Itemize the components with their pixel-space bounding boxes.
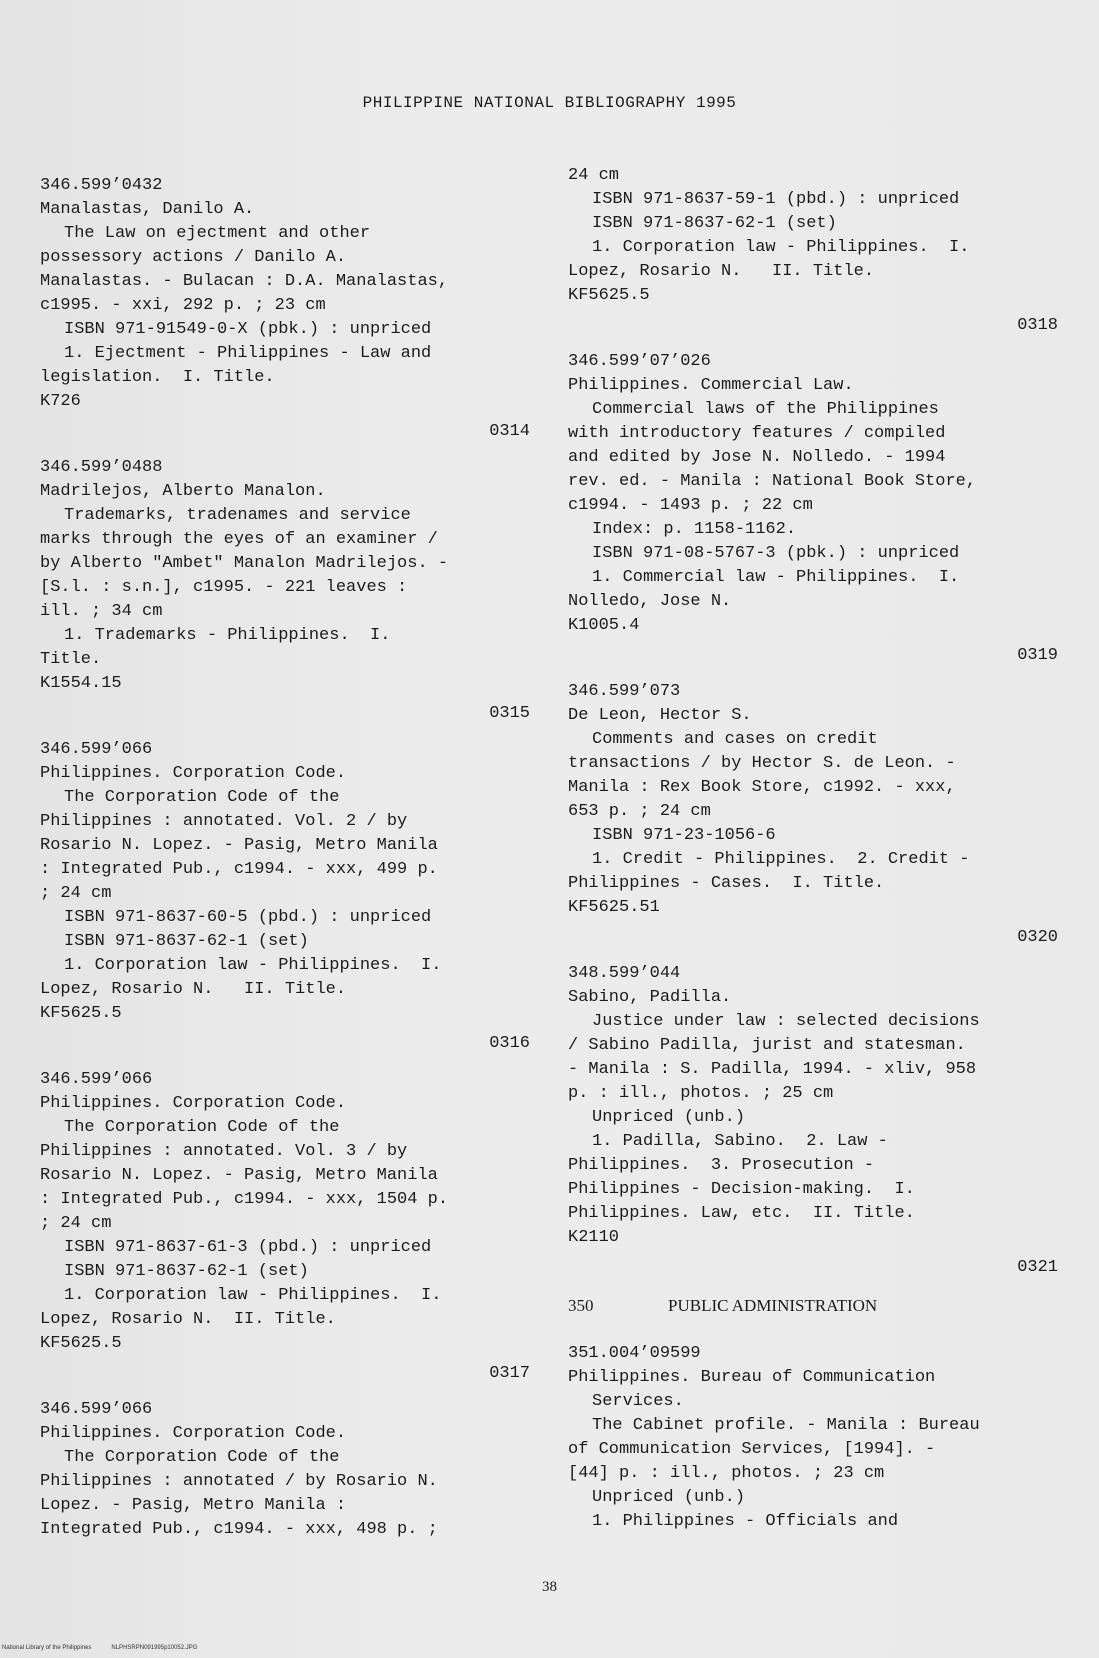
entry-line: ISBN 971-8637-60-5 (pbd.) : unpriced (64, 908, 432, 927)
entry-line: Comments and cases on credit (592, 730, 878, 749)
entry-line: ISBN 971-8637-59-1 (pbd.) : unpriced (592, 190, 960, 209)
entry-line: 346.599’0488 (40, 458, 163, 477)
entry-line: Philippines : annotated. Vol. 3 / by (40, 1142, 408, 1161)
entry-line: 653 p. ; 24 cm (568, 802, 711, 821)
entry-line: K1005.4 (568, 616, 640, 635)
entry-line: Services. (592, 1392, 684, 1411)
bibliography-entry (40, 1398, 540, 1542)
entry-line: 346.599’07’026 (568, 352, 711, 371)
entry-line: Lopez. - Pasig, Metro Manila : (40, 1496, 347, 1515)
entry-line: and edited by Jose N. Nolledo. - 1994 (568, 448, 946, 467)
entry-line: / Sabino Padilla, jurist and statesman. (568, 1036, 966, 1055)
entry-line: - Manila : S. Padilla, 1994. - xliv, 958 (568, 1060, 977, 1079)
entry-line: ISBN 971-8637-62-1 (set) (64, 932, 309, 951)
entry-line: Trademarks, tradenames and service (64, 506, 411, 525)
entry-number: 0317 (489, 1364, 530, 1383)
entry-line: with introductory features / compiled (568, 424, 946, 443)
entry-line: KF5625.5 (568, 286, 650, 305)
scan-credit (2, 1645, 217, 1651)
entry-line: Philippines. Corporation Code. (40, 764, 347, 783)
entry-line: The Law on ejectment and other (64, 224, 371, 243)
entry-line: Rosario N. Lopez. - Pasig, Metro Manila (40, 1166, 438, 1185)
entry-line: KF5625.5 (40, 1004, 122, 1023)
entry-line: c1994. - 1493 p. ; 22 cm (568, 496, 813, 515)
entry-line: ISBN 971-23-1056-6 (592, 826, 776, 845)
entry-line: ; 24 cm (40, 1214, 112, 1233)
bibliography-entry (568, 350, 1068, 668)
entry-line: : Integrated Pub., c1994. - xxx, 1504 p. (40, 1190, 449, 1209)
bibliography-entry (568, 962, 1068, 1280)
credit-library: National Library of the Philippines (2, 1645, 92, 1651)
entry-line: 1. Philippines - Officials and (592, 1512, 899, 1531)
entry-line: 1. Commercial law - Philippines. I. (592, 568, 960, 587)
entry-line: rev. ed. - Manila : National Book Store, (568, 472, 977, 491)
entry-line: Philippines : annotated. Vol. 2 / by (40, 812, 408, 831)
entry-line: KF5625.51 (568, 898, 660, 917)
entry-line: Philippines : annotated / by Rosario N. (40, 1472, 438, 1491)
entry-line: 1. Trademarks - Philippines. I. (64, 626, 391, 645)
entry-number: 0314 (489, 422, 530, 441)
entry-line: Commercial laws of the Philippines (592, 400, 939, 419)
entry-line: 346.599’0432 (40, 176, 163, 195)
entry-line: 351.004’09599 (568, 1344, 701, 1363)
entry-number: 0319 (1017, 646, 1058, 665)
entry-line: ISBN 971-8637-62-1 (set) (592, 214, 837, 233)
entry-line: Philippines - Cases. I. Title. (568, 874, 885, 893)
entry-line: K726 (40, 392, 81, 411)
entry-line: ISBN 971-8637-61-3 (pbd.) : unpriced (64, 1238, 432, 1257)
entry-line: Lopez, Rosario N. II. Title. (40, 980, 347, 999)
entry-line: of Communication Services, [1994]. - (568, 1440, 936, 1459)
entry-line: Manila : Rex Book Store, c1992. - xxx, (568, 778, 956, 797)
entry-line: Philippines. Corporation Code. (40, 1094, 347, 1113)
entry-line: ISBN 971-08-5767-3 (pbk.) : unpriced (592, 544, 960, 563)
entry-line: 1. Credit - Philippines. 2. Credit - (592, 850, 970, 869)
right-column (568, 164, 1068, 1546)
entry-line: Manalastas. - Bulacan : D.A. Manalastas, (40, 272, 449, 291)
entry-line: [44] p. : ill., photos. ; 23 cm (568, 1464, 885, 1483)
bibliography-entry (40, 174, 540, 444)
entry-line: Philippines. Law, etc. II. Title. (568, 1204, 915, 1223)
left-column (40, 174, 540, 1554)
page-number: 38 (542, 1579, 557, 1595)
entry-line: ISBN 971-8637-62-1 (set) (64, 1262, 309, 1281)
entry-line: Philippines - Decision-making. I. (568, 1180, 915, 1199)
entry-line: ill. ; 34 cm (40, 602, 163, 621)
right-entries-after-section (568, 1342, 1068, 1534)
bibliography-entry (40, 738, 540, 1056)
entry-line: The Corporation Code of the (64, 1448, 340, 1467)
entry-line: legislation. I. Title. (40, 368, 275, 387)
entry-line: 348.599’044 (568, 964, 681, 983)
entry-line: Philippines. 3. Prosecution - (568, 1156, 875, 1175)
entry-line: KF5625.5 (40, 1334, 122, 1353)
entry-line: 346.599’066 (40, 1070, 153, 1089)
entry-line: 1. Padilla, Sabino. 2. Law - (592, 1132, 888, 1151)
entry-line: De Leon, Hector S. (568, 706, 752, 725)
credit-file: NLPHSRPN091995p10052.JPG (111, 1645, 198, 1651)
entry-line: p. : ill., photos. ; 25 cm (568, 1084, 834, 1103)
section-code: 350 (568, 1296, 594, 1315)
entry-line: 1. Ejectment - Philippines - Law and (64, 344, 432, 363)
entry-line: Rosario N. Lopez. - Pasig, Metro Manila (40, 836, 438, 855)
entry-line: 1. Corporation law - Philippines. I. (64, 1286, 442, 1305)
entry-line: 346.599’066 (40, 740, 153, 759)
entry-line: The Cabinet profile. - Manila : Bureau (592, 1416, 980, 1435)
entry-line: marks through the eyes of an examiner / (40, 530, 438, 549)
entry-line: The Corporation Code of the (64, 788, 340, 807)
bibliography-entry (568, 164, 1068, 338)
entry-line: Justice under law : selected decisions (592, 1012, 980, 1031)
entry-line: c1995. - xxi, 292 p. ; 23 cm (40, 296, 326, 315)
entry-line: The Corporation Code of the (64, 1118, 340, 1137)
entry-number: 0321 (1017, 1258, 1058, 1277)
entry-line: 24 cm (568, 166, 620, 185)
section-label: PUBLIC ADMINISTRATION (668, 1296, 878, 1315)
entry-line: ; 24 cm (40, 884, 112, 903)
entry-line: : Integrated Pub., c1994. - xxx, 499 p. (40, 860, 438, 879)
entry-line: Unpriced (unb.) (592, 1488, 746, 1507)
entry-line: 346.599’066 (40, 1400, 153, 1419)
page-title: PHILIPPINE NATIONAL BIBLIOGRAPHY 1995 (362, 94, 737, 112)
entry-line: Philippines. Bureau of Communication (568, 1368, 936, 1387)
bibliography-entry (40, 456, 540, 726)
entry-line: Manalastas, Danilo A. (40, 200, 255, 219)
entry-line: Lopez, Rosario N. II. Title. (40, 1310, 336, 1329)
entry-line: 346.599’073 (568, 682, 681, 701)
entry-line: K1554.15 (40, 674, 122, 693)
right-entries (568, 164, 1068, 1280)
bibliography-entry (568, 680, 1068, 950)
entry-line: Integrated Pub., c1994. - xxx, 498 p. ; (40, 1520, 438, 1539)
section-heading (568, 1294, 1068, 1318)
entry-number: 0315 (489, 704, 530, 723)
entry-line: Madrilejos, Alberto Manalon. (40, 482, 326, 501)
entry-line: Philippines. Commercial Law. (568, 376, 854, 395)
entry-line: by Alberto "Ambet" Manalon Madrilejos. - (40, 554, 449, 573)
entry-number: 0318 (1017, 316, 1058, 335)
entry-line: Nolledo, Jose N. (568, 592, 732, 611)
bibliography-entry (568, 1342, 1068, 1534)
entry-line: K2110 (568, 1228, 620, 1247)
entry-line: Unpriced (unb.) (592, 1108, 746, 1127)
entry-line: ISBN 971-91549-0-X (pbk.) : unpriced (64, 320, 432, 339)
entry-number: 0320 (1017, 928, 1058, 947)
entry-line: transactions / by Hector S. de Leon. - (568, 754, 956, 773)
entry-line: possessory actions / Danilo A. (40, 248, 347, 267)
entry-line: Philippines. Corporation Code. (40, 1424, 347, 1443)
entry-line: Index: p. 1158-1162. (592, 520, 797, 539)
entry-line: [S.l. : s.n.], c1995. - 221 leaves : (40, 578, 408, 597)
bibliography-entry (40, 1068, 540, 1386)
entry-line: 1. Corporation law - Philippines. I. (64, 956, 442, 975)
entry-line: Sabino, Padilla. (568, 988, 732, 1007)
entry-line: 1. Corporation law - Philippines. I. (592, 238, 970, 257)
entry-line: Title. (40, 650, 102, 669)
entry-line: Lopez, Rosario N. II. Title. (568, 262, 875, 281)
entry-number: 0316 (489, 1034, 530, 1053)
